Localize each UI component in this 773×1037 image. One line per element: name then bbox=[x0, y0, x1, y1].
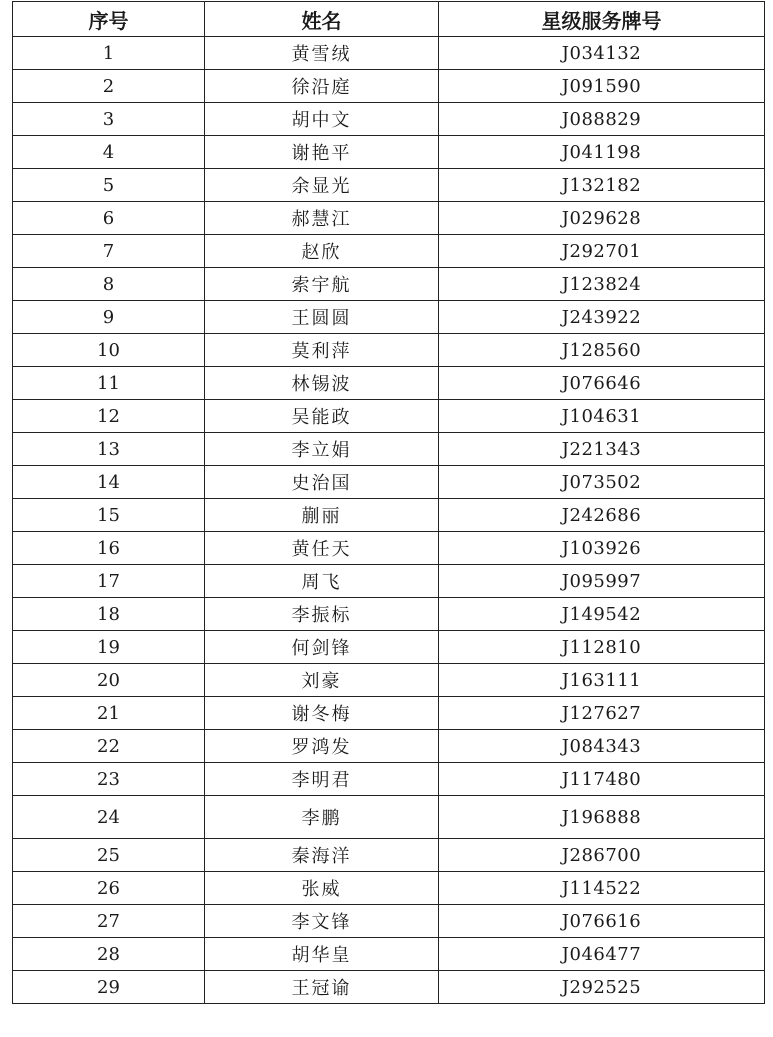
cell-service-badge-number: J034132 bbox=[439, 37, 765, 70]
cell-service-badge-number: J196888 bbox=[439, 796, 765, 839]
cell-service-badge-number: J088829 bbox=[439, 103, 765, 136]
table-header bbox=[13, 2, 765, 37]
cell-name: 史治国 bbox=[205, 466, 439, 499]
cell-name: 李文锋 bbox=[205, 905, 439, 938]
cell-service-badge-number: J029628 bbox=[439, 202, 765, 235]
cell-serial-number: 16 bbox=[13, 532, 205, 565]
cell-name: 王冠谕 bbox=[205, 971, 439, 1004]
table-row bbox=[13, 103, 765, 136]
cell-serial-number: 9 bbox=[13, 301, 205, 334]
header-row bbox=[13, 2, 765, 37]
table-row bbox=[13, 301, 765, 334]
table-row bbox=[13, 400, 765, 433]
cell-serial-number: 23 bbox=[13, 763, 205, 796]
cell-name: 吴能政 bbox=[205, 400, 439, 433]
cell-serial-number: 26 bbox=[13, 872, 205, 905]
cell-name: 周飞 bbox=[205, 565, 439, 598]
cell-service-badge-number: J076616 bbox=[439, 905, 765, 938]
cell-service-badge-number: J132182 bbox=[439, 169, 765, 202]
cell-service-badge-number: J117480 bbox=[439, 763, 765, 796]
cell-service-badge-number: J076646 bbox=[439, 367, 765, 400]
cell-serial-number: 15 bbox=[13, 499, 205, 532]
cell-name: 索宇航 bbox=[205, 268, 439, 301]
cell-name: 秦海洋 bbox=[205, 839, 439, 872]
cell-serial-number: 8 bbox=[13, 268, 205, 301]
table-row bbox=[13, 565, 765, 598]
cell-serial-number: 20 bbox=[13, 664, 205, 697]
header-serial-number: 序号 bbox=[13, 2, 205, 37]
table-row bbox=[13, 466, 765, 499]
cell-service-badge-number: J292701 bbox=[439, 235, 765, 268]
cell-service-badge-number: J123824 bbox=[439, 268, 765, 301]
cell-service-badge-number: J286700 bbox=[439, 839, 765, 872]
table-row bbox=[13, 532, 765, 565]
cell-name: 谢冬梅 bbox=[205, 697, 439, 730]
cell-name: 罗鸿发 bbox=[205, 730, 439, 763]
cell-service-badge-number: J104631 bbox=[439, 400, 765, 433]
table-row bbox=[13, 202, 765, 235]
cell-service-badge-number: J163111 bbox=[439, 664, 765, 697]
cell-name: 胡中文 bbox=[205, 103, 439, 136]
cell-service-badge-number: J127627 bbox=[439, 697, 765, 730]
cell-name: 胡华皇 bbox=[205, 938, 439, 971]
table-row bbox=[13, 938, 765, 971]
cell-name: 王圆圆 bbox=[205, 301, 439, 334]
cell-serial-number: 12 bbox=[13, 400, 205, 433]
table-row bbox=[13, 697, 765, 730]
cell-service-badge-number: J114522 bbox=[439, 872, 765, 905]
header-name: 姓名 bbox=[205, 2, 439, 37]
cell-serial-number: 22 bbox=[13, 730, 205, 763]
cell-service-badge-number: J112810 bbox=[439, 631, 765, 664]
cell-serial-number: 10 bbox=[13, 334, 205, 367]
table-row bbox=[13, 598, 765, 631]
cell-name: 黄雪绒 bbox=[205, 37, 439, 70]
cell-name: 李立娟 bbox=[205, 433, 439, 466]
cell-serial-number: 13 bbox=[13, 433, 205, 466]
table-row bbox=[13, 367, 765, 400]
table-body bbox=[13, 37, 765, 1004]
cell-service-badge-number: J091590 bbox=[439, 70, 765, 103]
cell-name: 蒯丽 bbox=[205, 499, 439, 532]
table-row bbox=[13, 971, 765, 1004]
table-row bbox=[13, 433, 765, 466]
table-row bbox=[13, 334, 765, 367]
cell-name: 莫利萍 bbox=[205, 334, 439, 367]
cell-name: 余显光 bbox=[205, 169, 439, 202]
cell-serial-number: 19 bbox=[13, 631, 205, 664]
cell-name: 李振标 bbox=[205, 598, 439, 631]
cell-name: 郝慧江 bbox=[205, 202, 439, 235]
cell-service-badge-number: J221343 bbox=[439, 433, 765, 466]
cell-name: 刘豪 bbox=[205, 664, 439, 697]
cell-serial-number: 6 bbox=[13, 202, 205, 235]
table-row bbox=[13, 664, 765, 697]
table-row bbox=[13, 499, 765, 532]
cell-name: 黄任天 bbox=[205, 532, 439, 565]
star-service-roster-table bbox=[12, 1, 765, 1004]
cell-name: 何剑锋 bbox=[205, 631, 439, 664]
cell-service-badge-number: J149542 bbox=[439, 598, 765, 631]
cell-serial-number: 7 bbox=[13, 235, 205, 268]
table-row bbox=[13, 730, 765, 763]
cell-serial-number: 25 bbox=[13, 839, 205, 872]
table-row bbox=[13, 763, 765, 796]
header-service-badge-number: 星级服务牌号 bbox=[439, 2, 765, 37]
cell-serial-number: 1 bbox=[13, 37, 205, 70]
cell-name: 李鹏 bbox=[205, 796, 439, 839]
cell-service-badge-number: J073502 bbox=[439, 466, 765, 499]
cell-serial-number: 24 bbox=[13, 796, 205, 839]
cell-service-badge-number: J041198 bbox=[439, 136, 765, 169]
table-row bbox=[13, 839, 765, 872]
table-row bbox=[13, 268, 765, 301]
cell-name: 徐沿庭 bbox=[205, 70, 439, 103]
table-row bbox=[13, 872, 765, 905]
cell-service-badge-number: J242686 bbox=[439, 499, 765, 532]
cell-name: 张威 bbox=[205, 872, 439, 905]
cell-service-badge-number: J243922 bbox=[439, 301, 765, 334]
cell-serial-number: 17 bbox=[13, 565, 205, 598]
table-row bbox=[13, 905, 765, 938]
table-row bbox=[13, 37, 765, 70]
table-row bbox=[13, 136, 765, 169]
cell-service-badge-number: J292525 bbox=[439, 971, 765, 1004]
cell-serial-number: 28 bbox=[13, 938, 205, 971]
cell-serial-number: 14 bbox=[13, 466, 205, 499]
cell-serial-number: 21 bbox=[13, 697, 205, 730]
cell-serial-number: 27 bbox=[13, 905, 205, 938]
cell-name: 谢艳平 bbox=[205, 136, 439, 169]
table-row bbox=[13, 796, 765, 839]
cell-service-badge-number: J103926 bbox=[439, 532, 765, 565]
cell-service-badge-number: J128560 bbox=[439, 334, 765, 367]
cell-serial-number: 18 bbox=[13, 598, 205, 631]
cell-serial-number: 3 bbox=[13, 103, 205, 136]
cell-serial-number: 4 bbox=[13, 136, 205, 169]
cell-serial-number: 5 bbox=[13, 169, 205, 202]
cell-name: 李明君 bbox=[205, 763, 439, 796]
table-row bbox=[13, 631, 765, 664]
cell-serial-number: 29 bbox=[13, 971, 205, 1004]
cell-serial-number: 11 bbox=[13, 367, 205, 400]
cell-service-badge-number: J084343 bbox=[439, 730, 765, 763]
cell-service-badge-number: J095997 bbox=[439, 565, 765, 598]
cell-service-badge-number: J046477 bbox=[439, 938, 765, 971]
cell-serial-number: 2 bbox=[13, 70, 205, 103]
table-row bbox=[13, 169, 765, 202]
table-row bbox=[13, 235, 765, 268]
table-row bbox=[13, 70, 765, 103]
cell-name: 赵欣 bbox=[205, 235, 439, 268]
cell-name: 林锡波 bbox=[205, 367, 439, 400]
